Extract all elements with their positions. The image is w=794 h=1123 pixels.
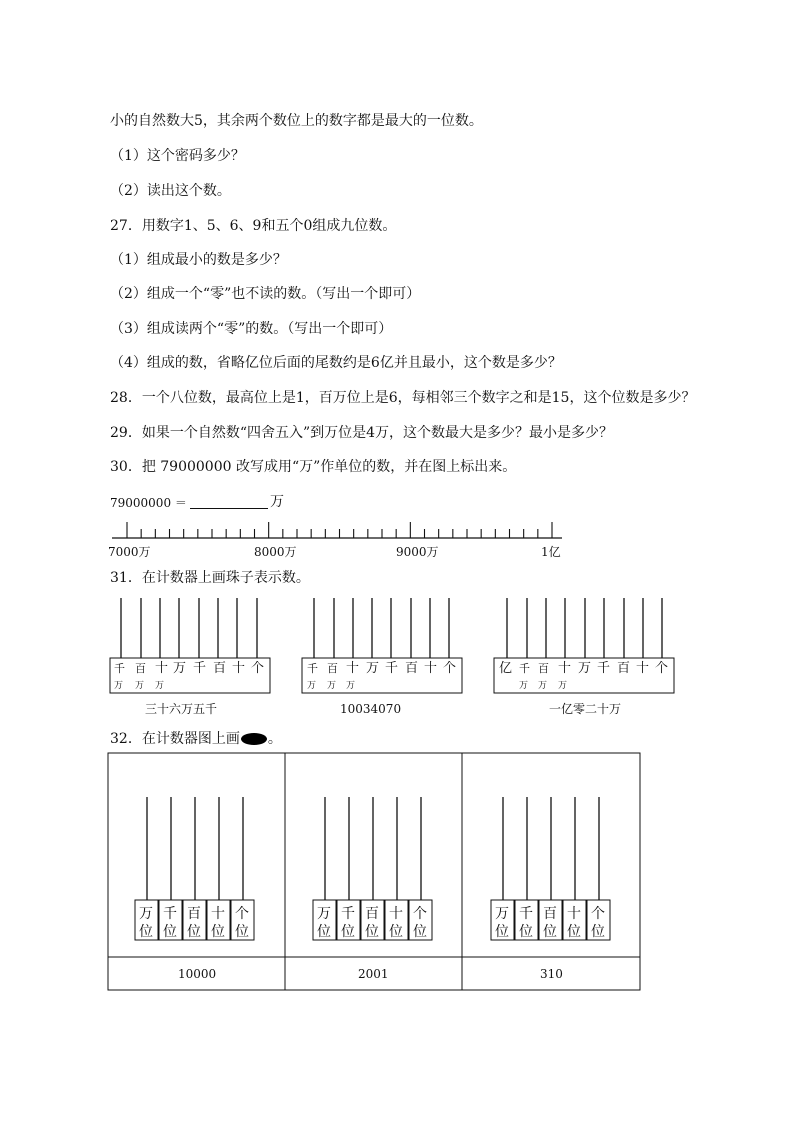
q32-place-label-bottom: 位 xyxy=(211,924,225,940)
q32-place-label-top: 万 xyxy=(317,906,331,922)
abacus-3-label-wan: 万 xyxy=(578,661,592,676)
abacus-1-label-shi-wan: 万 xyxy=(155,681,165,691)
q32-number-1: 10000 xyxy=(178,967,217,981)
q32-abacus-cells xyxy=(135,797,610,940)
problem-27-part2: （2）组成一个“零”也不读的数。（写出一个即可） xyxy=(110,286,421,302)
problem-27: 27．用数字1、5、6、9和五个0组成九位数。 xyxy=(110,218,397,234)
axis-label-1yi: 1亿 xyxy=(541,545,561,559)
q32-place-label-bottom: 位 xyxy=(187,924,201,940)
q32-number-2: 2001 xyxy=(358,967,389,981)
abacus-3-label-qian-wan: 万 xyxy=(519,681,529,691)
q32-place-label-top: 十 xyxy=(567,906,581,922)
problem-30: 30．把 79000000 改写成用“万”作单位的数，并在图上标出来。 xyxy=(110,459,517,475)
problem-28: 28．一个八位数，最高位上是1，百万位上是6，每相邻三个数字之和是15，这个位数是多少？ xyxy=(110,390,696,406)
q32-place-label-bottom: 位 xyxy=(317,924,331,940)
q32-place-label-bottom: 位 xyxy=(567,924,581,940)
problem-27-part4: （4）组成的数，省略亿位后面的尾数约是6亿并且最小，这个数是多少？ xyxy=(110,355,562,371)
q32-place-label-bottom: 位 xyxy=(413,924,427,940)
abacus-2-label-g: 个 xyxy=(443,661,457,676)
abacus-3-caption: 一亿零二十万 xyxy=(549,702,622,716)
q32-place-label-top: 百 xyxy=(365,906,379,922)
problem-31: 31．在计数器上画珠子表示数。 xyxy=(110,570,310,586)
abacus-1-label-shi: 十 xyxy=(155,661,169,676)
q32-place-label-top: 十 xyxy=(211,906,225,922)
q32-place-label-bottom: 位 xyxy=(139,924,153,940)
abacus-1-label-qian-wan: 万 xyxy=(114,681,124,691)
q32-place-label-bottom: 位 xyxy=(543,924,557,940)
q32-place-label-top: 个 xyxy=(235,906,249,922)
abacus-2-label-wan: 万 xyxy=(366,661,380,676)
problem-27-part3: （3）组成读两个“零”的数。（写出一个即可） xyxy=(110,321,393,337)
q32-place-label-bottom: 位 xyxy=(341,924,355,940)
abacus-3-label-qian: 千 xyxy=(519,662,530,675)
abacus-3-label-s: 十 xyxy=(636,661,650,676)
q32-place-label-top: 千 xyxy=(341,906,355,922)
q32-place-label-top: 个 xyxy=(413,906,427,922)
abacus-3-label-shi: 十 xyxy=(558,661,572,676)
q32-place-label-top: 百 xyxy=(543,906,557,922)
q32-place-label-top: 百 xyxy=(187,906,201,922)
q32-place-label-bottom: 位 xyxy=(519,924,533,940)
abacus-2-label-b: 百 xyxy=(405,661,419,676)
abacus-1-label-b: 百 xyxy=(213,661,227,676)
problem-27-part1: （1）组成最小的数是多少？ xyxy=(110,252,287,268)
abacus-2-label-q: 千 xyxy=(385,661,399,676)
abacus-2-label-qian-wan: 万 xyxy=(307,681,317,691)
problem-26-continued: 小的自然数大5，其余两个数位上的数字都是最大的一位数。 xyxy=(110,113,483,129)
q32-place-label-top: 十 xyxy=(389,906,403,922)
problem-26-part2: （2）读出这个数。 xyxy=(110,183,231,199)
axis-label-9000wan: 9000万 xyxy=(396,545,439,559)
q32-number-3: 310 xyxy=(540,967,563,981)
abacus-2-caption: 10034070 xyxy=(340,702,402,716)
q32-place-label-bottom: 位 xyxy=(163,924,177,940)
q32-place-label-top: 万 xyxy=(495,906,509,922)
abacus-1-label-wan: 万 xyxy=(173,661,187,676)
axis-label-7000wan: 7000万 xyxy=(108,545,151,559)
q32-place-label-bottom: 位 xyxy=(591,924,605,940)
abacus-1-label-qian: 千 xyxy=(114,662,125,675)
abacus-2-label-bai: 百 xyxy=(327,662,338,675)
problem-32-end: 。 xyxy=(267,731,282,747)
abacus-1-label-s: 十 xyxy=(232,661,246,676)
abacus-2-label-s: 十 xyxy=(424,661,438,676)
q30-equation-left: 79000000 ＝ xyxy=(110,496,187,510)
q32-place-label-bottom: 位 xyxy=(495,924,509,940)
abacus-1-label-bai-wan: 万 xyxy=(135,681,145,691)
abacus-1-label-g: 个 xyxy=(251,661,265,676)
axis-label-8000wan: 8000万 xyxy=(254,545,297,559)
q32-place-label-top: 千 xyxy=(163,906,177,922)
abacus-3-label-bai-wan: 万 xyxy=(538,681,548,691)
abacus-3-label-bai: 百 xyxy=(538,662,549,675)
abacus-3-label-q: 千 xyxy=(597,661,611,676)
abacus-1-label-q: 千 xyxy=(193,661,207,676)
q32-place-label-top: 千 xyxy=(519,906,533,922)
abacus-1-caption: 三十六万五千 xyxy=(145,702,218,716)
q32-place-label-bottom: 位 xyxy=(365,924,379,940)
q32-place-label-top: 个 xyxy=(591,906,605,922)
abacus-2-label-bai-wan: 万 xyxy=(327,681,337,691)
abacus-2-label-qian: 千 xyxy=(307,662,318,675)
abacus-3-label-yi: 亿 xyxy=(499,661,513,676)
abacus-3-label-shi-wan: 万 xyxy=(558,681,568,691)
abacus-2-label-shi: 十 xyxy=(346,661,360,676)
problem-26-part1: （1）这个密码多少？ xyxy=(110,148,245,164)
abacus-3-label-b: 百 xyxy=(617,661,631,676)
q30-equation-unit: 万 xyxy=(270,494,284,510)
problem-32-text: 32．在计数器图上画 xyxy=(110,731,240,747)
abacus-2-label-shi-wan: 万 xyxy=(346,681,356,691)
abacus-1-label-bai: 百 xyxy=(135,662,146,675)
abacus-3-label-g: 个 xyxy=(655,661,669,676)
q32-place-label-bottom: 位 xyxy=(389,924,403,940)
q32-table-border xyxy=(108,753,640,990)
problem-29: 29．如果一个自然数“四舍五入”到万位是4万，这个数最大是多少？最小是多少？ xyxy=(110,425,614,441)
q32-place-label-bottom: 位 xyxy=(235,924,249,940)
q32-place-label-top: 万 xyxy=(139,906,153,922)
